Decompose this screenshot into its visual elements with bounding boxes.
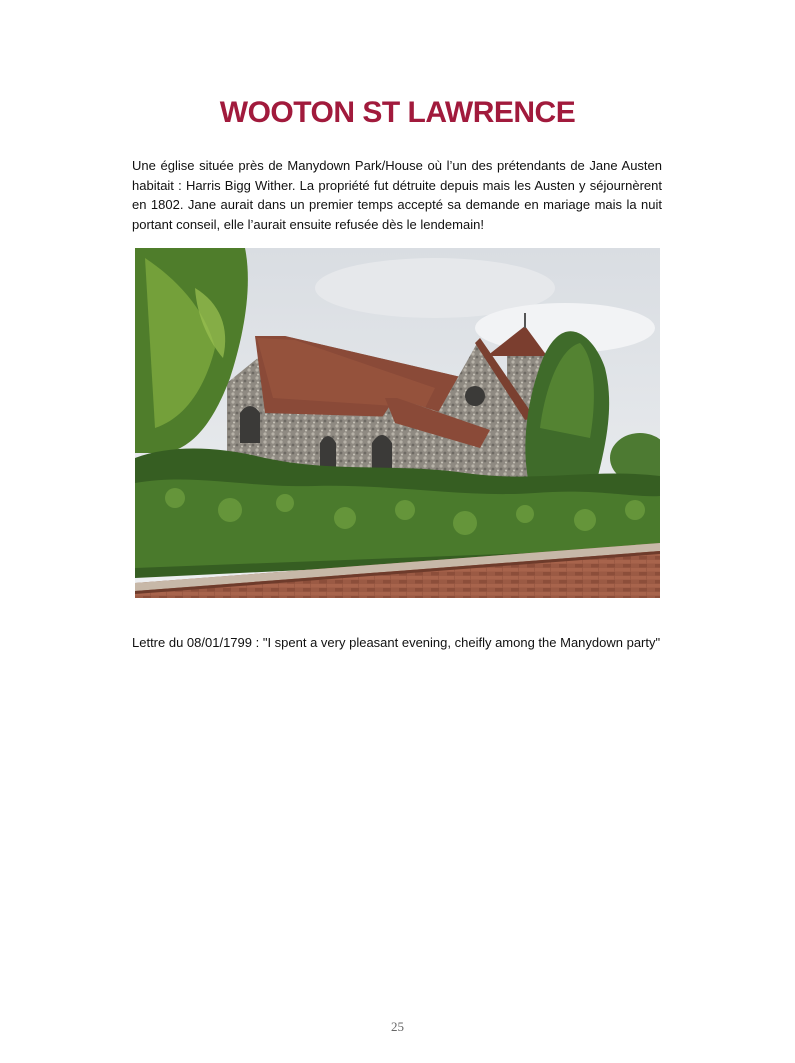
page-number: 25 [391, 1019, 404, 1034]
church-photo [135, 248, 660, 598]
page-title: WOOTON ST LAWRENCE [219, 96, 576, 129]
intro-paragraph: Une église située près de Manydown Park/House où l’un des prétendants de Jane Austen habitait : Harris Bigg Wither. La propriété fut détruite depuis mais les Austen y séjournèrent en 1802. Jane aurait dans un premier temps accepté sa demande en mariage mais la nuit portant conseil, elle l’aurait ensuite refusée dès le lendemain! [132, 158, 662, 232]
letter-quote-paragraph: Lettre du 08/01/1799 : "I spent a very pleasant evening, cheifly among the Manydown party" [132, 635, 661, 650]
